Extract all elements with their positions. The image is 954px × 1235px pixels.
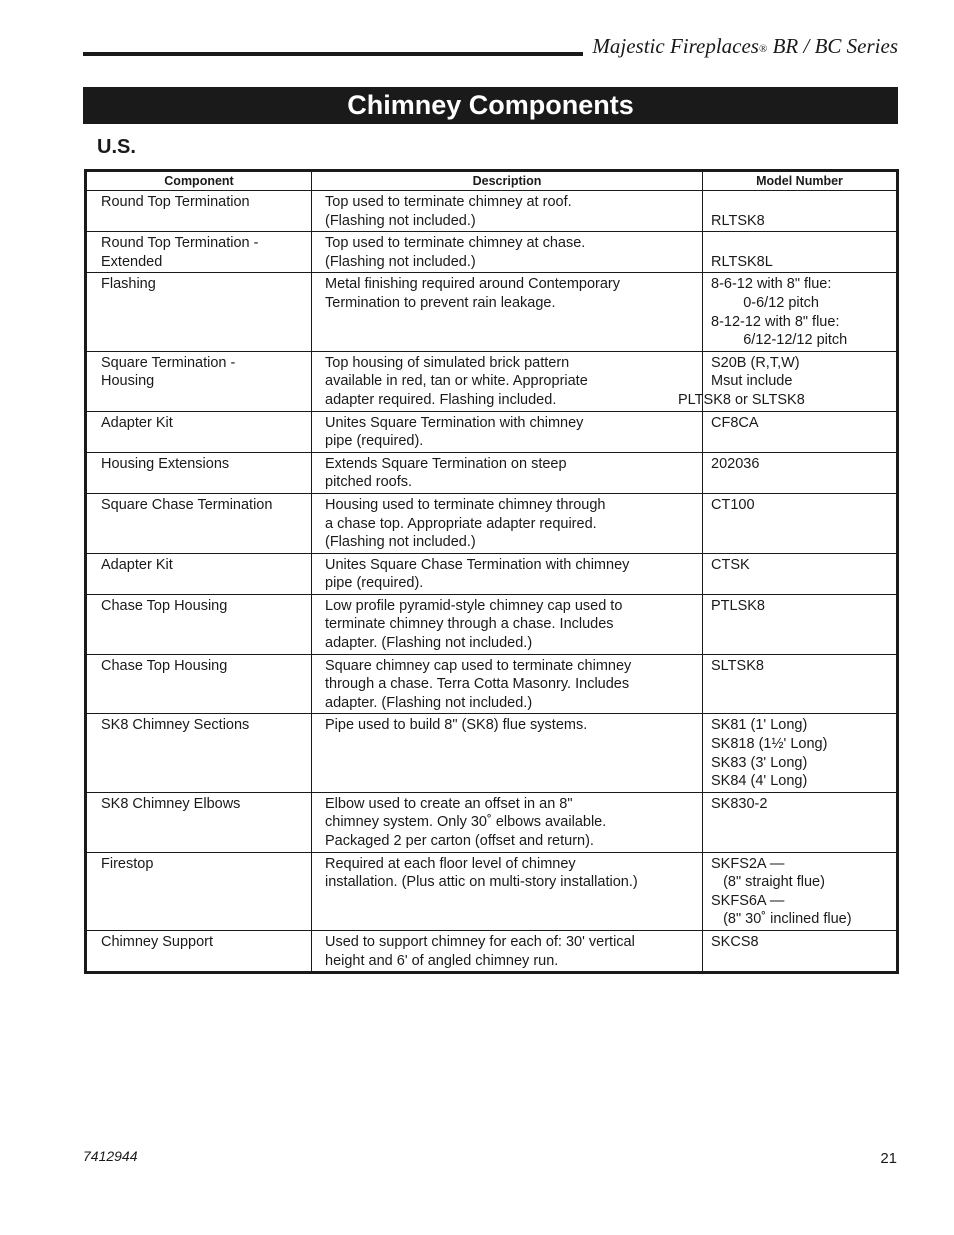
table-row [86, 232, 898, 273]
table-row [86, 351, 898, 411]
description-line: Top used to terminate chimney at roof. [325, 194, 572, 210]
model-number-line: (8" 30˚ inclined flue) [711, 911, 852, 928]
component-cell [86, 493, 312, 553]
description-line: adapter. (Flashing not included.) [325, 694, 533, 711]
component-line: Square Chase Termination [101, 496, 273, 513]
component-line: Chimney Support [101, 933, 214, 950]
model-number-cell [703, 273, 898, 351]
description-line: (Flashing not included.) [325, 534, 476, 551]
component-line: Extended [101, 253, 163, 270]
description-cell [312, 792, 703, 852]
table-row [86, 654, 898, 714]
model-number-line: SK818 (1½' Long) [711, 736, 828, 753]
component-line: Housing [101, 373, 155, 390]
description-line: (Flashing not included.) [325, 253, 476, 270]
component-line: Round Top Termination [101, 194, 250, 210]
model-number-line: (8" straight flue) [711, 874, 825, 891]
components-table-wrapper [84, 169, 896, 974]
description-line: Housing used to terminate chimney through [325, 496, 606, 513]
table-row [86, 930, 898, 972]
table-row [86, 714, 898, 792]
model-number-cell [703, 411, 898, 452]
component-cell [86, 411, 312, 452]
model-number-line: SK830-2 [711, 795, 768, 812]
component-cell [86, 232, 312, 273]
table-body [86, 191, 898, 973]
description-line: Unites Square Termination with chimney [325, 414, 584, 431]
component-cell [86, 553, 312, 594]
model-number-line: SKFS2A — [711, 855, 785, 872]
model-number-cell [703, 654, 898, 714]
description-line: Square chimney cap used to terminate chimney [325, 657, 632, 674]
section-label: U.S. [97, 136, 136, 158]
model-number-line [711, 234, 888, 253]
description-line: (Flashing not included.) [325, 212, 476, 229]
model-number-line: 8-6-12 with 8" flue: [711, 276, 832, 293]
description-line: chimney system. Only 30˚ elbows available. [325, 814, 607, 831]
component-line: Firestop [101, 855, 154, 872]
component-cell [86, 594, 312, 654]
table-row [86, 852, 898, 930]
model-number-line: SKFS6A — [711, 892, 785, 909]
description-line: pipe (required). [325, 433, 424, 450]
description-line: adapter required. Flashing included. [325, 391, 557, 408]
description-cell [312, 594, 703, 654]
brand-name: Majestic Fireplaces [592, 34, 759, 58]
model-number-cell [703, 930, 898, 972]
component-cell [86, 273, 312, 351]
model-number-cell [703, 852, 898, 930]
table-row [86, 452, 898, 493]
description-cell [312, 654, 703, 714]
description-line: Low profile pyramid-style chimney cap used to [325, 597, 623, 614]
model-number-line: RLTSK8 [711, 212, 765, 229]
description-line: adapter. (Flashing not included.) [325, 635, 533, 652]
table-row [86, 191, 898, 232]
description-line: Metal finishing required around Contemporary [325, 276, 620, 293]
table-row [86, 411, 898, 452]
table-header-row [86, 171, 898, 191]
model-number-line: Msut include [711, 373, 793, 390]
component-cell [86, 351, 312, 411]
description-line: a chase top. Appropriate adapter required. [325, 515, 597, 532]
component-cell [86, 930, 312, 972]
component-line: Adapter Kit [101, 556, 173, 573]
model-number-cell [703, 232, 898, 273]
document-number: 7412944 [83, 1148, 138, 1164]
description-cell [312, 714, 703, 792]
description-cell [312, 553, 703, 594]
series-name: BR / BC Series [767, 34, 898, 58]
model-number-line: S20B (R,T,W) [711, 354, 800, 371]
description-cell [312, 191, 703, 232]
component-line: Square Termination - [101, 354, 236, 371]
model-number-line: PLTSK8 or SLTSK8 [678, 391, 805, 408]
registered-mark: ® [758, 43, 768, 55]
component-line: Adapter Kit [101, 414, 173, 431]
table-row [86, 493, 898, 553]
description-cell [312, 351, 703, 411]
model-number-line: RLTSK8L [711, 253, 773, 270]
model-number-line: CTSK [711, 556, 750, 573]
model-number-line: CT100 [711, 496, 755, 513]
model-number-line: SK84 (4' Long) [711, 773, 808, 790]
description-cell [312, 930, 703, 972]
model-number-cell [703, 594, 898, 654]
table-row [86, 792, 898, 852]
description-line: Packaged 2 per carton (offset and return). [325, 833, 594, 849]
component-line: Housing Extensions [101, 455, 230, 472]
description-line: Pipe used to build 8" (SK8) flue systems. [325, 717, 588, 734]
model-number-line: PTLSK8 [711, 597, 765, 614]
description-line: Top used to terminate chimney at chase. [325, 235, 586, 252]
component-cell [86, 191, 312, 232]
component-line: SK8 Chimney Elbows [101, 795, 241, 812]
model-number-line: 0-6/12 pitch [711, 294, 819, 311]
column-header-model-number: Model Number [703, 171, 898, 191]
table-row [86, 553, 898, 594]
model-number-cell [703, 452, 898, 493]
model-number-cell [703, 493, 898, 553]
model-number-line [711, 193, 888, 212]
page-number: 21 [880, 1150, 897, 1167]
description-line: pitched roofs. [325, 474, 413, 491]
column-header-component: Component [86, 171, 312, 191]
component-line: Flashing [101, 276, 156, 293]
model-number-line: SLTSK8 [711, 657, 764, 674]
description-line: Required at each floor level of chimney [325, 855, 576, 872]
component-cell [86, 654, 312, 714]
description-cell [312, 411, 703, 452]
model-number-cell [703, 792, 898, 852]
description-line: Elbow used to create an offset in an 8" [325, 795, 573, 812]
description-line: height and 6' of angled chimney run. [325, 952, 559, 969]
component-cell [86, 452, 312, 493]
component-line: SK8 Chimney Sections [101, 717, 250, 734]
component-cell [86, 792, 312, 852]
model-number-line: 6/12-12/12 pitch [711, 332, 848, 349]
description-line: pipe (required). [325, 575, 424, 592]
page-title: Chimney Components [347, 90, 634, 120]
component-line: Chase Top Housing [101, 657, 228, 674]
column-header-description: Description [312, 171, 703, 191]
table-row [86, 273, 898, 351]
page-title-banner [83, 87, 898, 124]
component-cell [86, 714, 312, 792]
description-line: Extends Square Termination on steep [325, 455, 567, 472]
model-number-line: SK83 (3' Long) [711, 754, 808, 771]
model-number-line: SK81 (1' Long) [711, 717, 808, 734]
component-line: Round Top Termination - [101, 235, 259, 252]
description-line: Termination to prevent rain leakage. [325, 294, 556, 311]
model-number-cell [678, 351, 898, 411]
model-number-cell [703, 191, 898, 232]
description-cell [312, 232, 703, 273]
model-number-line: 202036 [711, 455, 760, 472]
description-cell [312, 852, 703, 930]
model-number-line: CF8CA [711, 414, 759, 431]
description-line: Unites Square Chase Termination with chimney [325, 556, 630, 573]
model-number-cell [703, 553, 898, 594]
description-line: installation. (Plus attic on multi-story installation.) [325, 874, 638, 891]
description-cell [312, 452, 703, 493]
description-line: through a chase. Terra Cotta Masonry. Includes [325, 676, 630, 693]
table-row [86, 594, 898, 654]
component-cell [86, 852, 312, 930]
components-table [84, 169, 899, 974]
header-rule [83, 52, 583, 56]
description-cell [312, 493, 703, 553]
model-number-cell [703, 714, 898, 792]
description-line: terminate chimney through a chase. Includes [325, 616, 614, 633]
header-title [592, 34, 898, 59]
description-cell [312, 273, 703, 351]
description-line: Used to support chimney for each of: 30' vertical [325, 933, 635, 950]
description-line: available in red, tan or white. Appropriate [325, 373, 588, 390]
component-line: Chase Top Housing [101, 597, 228, 614]
model-number-line: SKCS8 [711, 933, 759, 950]
description-line: Top housing of simulated brick pattern [325, 354, 570, 371]
model-number-line: 8-12-12 with 8" flue: [711, 313, 840, 330]
